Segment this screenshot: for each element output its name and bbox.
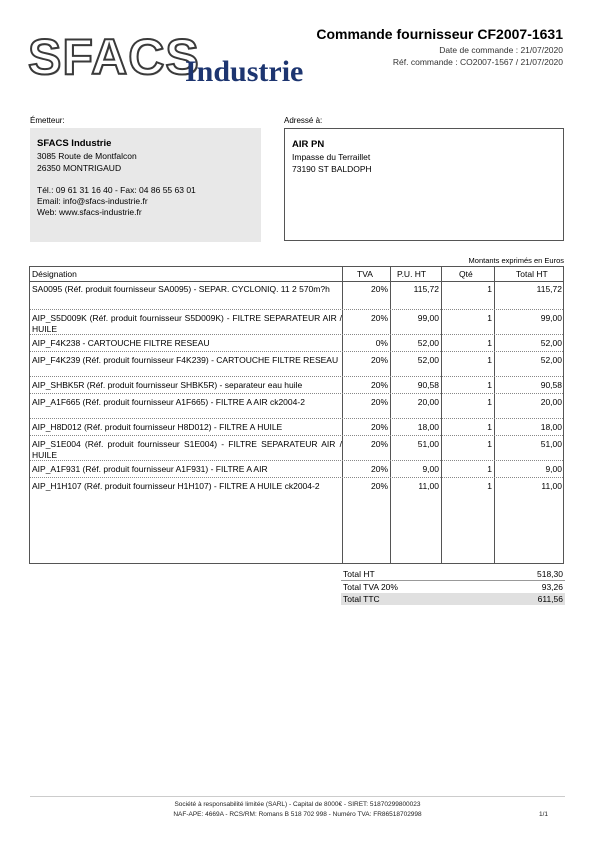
table-header bbox=[30, 267, 563, 282]
total-ttc-row bbox=[341, 593, 565, 605]
company-logo bbox=[28, 28, 318, 90]
row-quantity: 1 bbox=[487, 464, 492, 474]
row-total: 51,00 bbox=[540, 439, 562, 449]
row-designation: AIP_F4K239 (Réf. produit fournisseur F4K239) - CARTOUCHE FILTRE RESEAU bbox=[32, 355, 339, 365]
order-lines-table bbox=[29, 266, 564, 564]
row-unit-price: 52,00 bbox=[417, 355, 439, 365]
currency-note: Montants exprimés en Euros bbox=[468, 256, 564, 265]
row-unit-price: 11,00 bbox=[418, 481, 439, 491]
row-total: 9,00 bbox=[545, 464, 562, 474]
row-tva: 20% bbox=[370, 397, 388, 407]
table-row bbox=[30, 335, 563, 352]
row-tva: 20% bbox=[370, 380, 388, 390]
emetteur-web: Web: www.sfacs-industrie.fr bbox=[37, 207, 142, 218]
table-row bbox=[30, 461, 563, 478]
table-row bbox=[30, 419, 563, 436]
row-designation: AIP_SHBK5R (Réf. produit fournisseur SHBK5R) - separateur eau huile bbox=[32, 380, 303, 390]
destinataire-box bbox=[284, 128, 564, 241]
row-tva: 20% bbox=[370, 313, 388, 323]
destinataire-address-line1: Impasse du Terraillet bbox=[292, 152, 371, 163]
row-designation: AIP_A1F931 (Réf. produit fournisseur A1F931) - FILTRE A AIR bbox=[32, 464, 268, 474]
header-tva: TVA bbox=[357, 269, 373, 279]
header-pu: P.U. HT bbox=[397, 269, 427, 279]
table-row bbox=[30, 352, 563, 377]
row-total: 18,00 bbox=[540, 422, 562, 432]
header-qte: Qté bbox=[459, 269, 473, 279]
row-tva: 20% bbox=[370, 439, 388, 449]
row-unit-price: 9,00 bbox=[422, 464, 439, 474]
page-number: 1/1 bbox=[538, 811, 548, 818]
row-quantity: 1 bbox=[487, 439, 492, 449]
row-unit-price: 51,00 bbox=[417, 439, 439, 449]
row-tva: 20% bbox=[370, 481, 388, 491]
header-designation: Désignation bbox=[32, 269, 77, 279]
total-ttc-label: Total TTC bbox=[343, 594, 380, 604]
row-total: 99,00 bbox=[540, 313, 562, 323]
total-ht-label: Total HT bbox=[343, 569, 375, 579]
row-tva: 0% bbox=[375, 338, 388, 348]
row-quantity: 1 bbox=[487, 338, 492, 348]
row-quantity: 1 bbox=[487, 284, 492, 294]
row-quantity: 1 bbox=[487, 481, 492, 491]
row-unit-price: 115,72 bbox=[413, 284, 439, 294]
row-total: 11,00 bbox=[541, 481, 562, 491]
row-designation: AIP_F4K238 - CARTOUCHE FILTRE RESEAU bbox=[32, 338, 210, 348]
row-tva: 20% bbox=[370, 284, 388, 294]
row-quantity: 1 bbox=[487, 422, 492, 432]
row-tva: 20% bbox=[370, 355, 388, 365]
row-designation: AIP_S1E004 (Réf. produit fournisseur S1E004) - FILTRE SEPARATEUR AIR / HUILE bbox=[32, 439, 342, 460]
row-designation: SA0095 (Réf. produit fournisseur SA0095) - SEPAR. CYCLONIQ. 11 2 570m?h bbox=[32, 284, 330, 294]
row-total: 52,00 bbox=[540, 355, 562, 365]
document-title: Commande fournisseur CF2007-1631 bbox=[316, 26, 563, 42]
table-row bbox=[30, 394, 563, 419]
row-unit-price: 90,58 bbox=[417, 380, 439, 390]
row-quantity: 1 bbox=[487, 397, 492, 407]
table-row bbox=[30, 377, 563, 394]
footer-legal-line1: Société à responsabilité limitée (SARL) - Capital de 8000€ - SIRET: 51870299800023 bbox=[174, 801, 421, 808]
table-row bbox=[30, 478, 563, 508]
total-tva-value: 93,26 bbox=[541, 582, 563, 592]
logo-industrie-text: Industrie bbox=[185, 55, 304, 88]
total-tva-label: Total TVA 20% bbox=[343, 582, 398, 592]
total-ht-value: 518,30 bbox=[537, 569, 563, 579]
row-quantity: 1 bbox=[487, 313, 492, 323]
row-quantity: 1 bbox=[487, 355, 492, 365]
emetteur-address-line2: 26350 MONTRIGAUD bbox=[37, 162, 122, 173]
totals-block bbox=[341, 568, 565, 605]
row-unit-price: 99,00 bbox=[417, 313, 439, 323]
order-date: Date de commande : 21/07/2020 bbox=[439, 45, 563, 55]
row-quantity: 1 bbox=[487, 380, 492, 390]
row-tva: 20% bbox=[370, 422, 388, 432]
row-total: 52,00 bbox=[540, 338, 562, 348]
row-designation: AIP_A1F665 (Réf. produit fournisseur A1F665) - FILTRE A AIR ck2004-2 bbox=[32, 397, 305, 407]
footer-legal-line2: NAF-APE: 4669A - RCS/RM: Romans B 518 702 998 - Numéro TVA: FR86518702998 bbox=[173, 811, 422, 818]
row-designation: AIP_H8D012 (Réf. produit fournisseur H8D012) - FILTRE A HUILE bbox=[32, 422, 283, 432]
row-total: 115,72 bbox=[536, 284, 562, 294]
table-body bbox=[30, 281, 563, 508]
row-tva: 20% bbox=[370, 464, 388, 474]
total-ht-row bbox=[341, 568, 565, 581]
footer-divider bbox=[30, 796, 565, 797]
total-ttc-value: 611,56 bbox=[537, 594, 563, 604]
table-row bbox=[30, 436, 563, 461]
emetteur-phone: Tél.: 09 61 31 16 40 - Fax: 04 86 55 63 01 bbox=[37, 184, 196, 195]
emetteur-address-line1: 3085 Route de Montfalcon bbox=[37, 151, 137, 162]
row-designation: AIP_H1H107 (Réf. produit fournisseur H1H107) - FILTRE A HUILE ck2004-2 bbox=[32, 481, 320, 491]
row-designation: AIP_S5D009K (Réf. produit fournisseur S5D009K) - FILTRE SEPARATEUR AIR / HUILE bbox=[32, 313, 342, 334]
destinataire-address-line2: 73190 ST BALDOPH bbox=[292, 163, 372, 174]
row-unit-price: 18,00 bbox=[417, 422, 439, 432]
logo-sfacs-text: SFACS bbox=[28, 29, 200, 85]
row-unit-price: 52,00 bbox=[417, 338, 439, 348]
emetteur-name: SFACS Industrie bbox=[37, 138, 112, 149]
row-unit-price: 20,00 bbox=[417, 397, 439, 407]
row-total: 20,00 bbox=[540, 397, 562, 407]
table-row bbox=[30, 310, 563, 335]
emetteur-label: Émetteur: bbox=[30, 116, 65, 125]
order-reference: Réf. commande : CO2007-1567 / 21/07/2020 bbox=[392, 57, 563, 67]
destinataire-label: Adressé à: bbox=[284, 116, 323, 125]
destinataire-name: AIR PN bbox=[292, 139, 325, 150]
emetteur-box bbox=[30, 128, 261, 242]
header-total: Total HT bbox=[516, 269, 548, 279]
table-row bbox=[30, 281, 563, 310]
emetteur-email: Email: info@sfacs-industrie.fr bbox=[37, 196, 148, 207]
row-total: 90,58 bbox=[540, 380, 562, 390]
total-tva-row bbox=[341, 581, 565, 593]
